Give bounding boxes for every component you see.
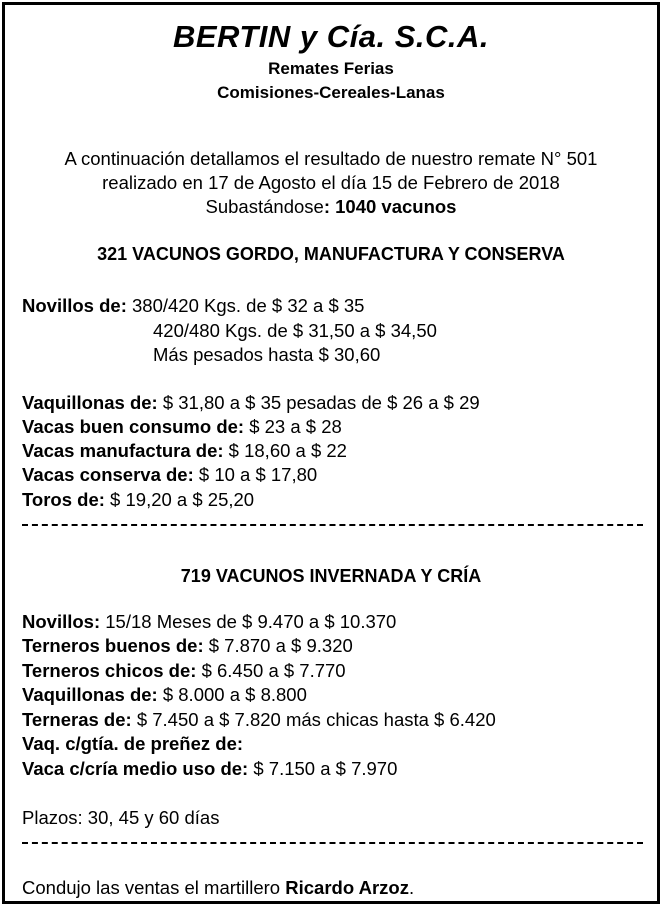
row-value: $ 10 a $ 17,80 bbox=[193, 464, 318, 485]
section-2-row bbox=[22, 660, 346, 682]
row-label: Vacas conserva de: bbox=[22, 464, 194, 485]
row-label: Terneras de: bbox=[22, 709, 132, 730]
row-value: $ 23 a $ 28 bbox=[244, 416, 342, 437]
row-label: Vaquillonas de: bbox=[22, 392, 158, 413]
section-1-heading: 321 VACUNOS GORDO, MANUFACTURA Y CONSERVA bbox=[97, 244, 565, 264]
section-1-row bbox=[22, 416, 342, 438]
intro-total-vacunos: : 1040 vacunos bbox=[323, 196, 457, 217]
dashed-divider bbox=[22, 524, 643, 526]
section-2-heading: 719 VACUNOS INVERNADA Y CRÍA bbox=[180, 566, 482, 586]
row-label: Vaq. c/gtía. de preñez de: bbox=[22, 733, 244, 754]
section-1-novillos-line-2: 420/480 Kgs. de $ 31,50 a $ 34,50 bbox=[153, 320, 437, 341]
footer-period: . bbox=[408, 877, 415, 898]
intro-line-2: realizado en 17 de Agosto el día 15 de Febrero de 2018 bbox=[102, 172, 560, 193]
row-label: Toros de: bbox=[22, 489, 105, 510]
company-name: BERTIN y Cía. S.C.A. bbox=[172, 19, 490, 54]
section-2-row bbox=[22, 733, 243, 755]
section-1-row bbox=[22, 440, 347, 462]
intro-line-3 bbox=[5, 196, 657, 218]
section-1-novillos-line-3: Más pesados hasta $ 30,60 bbox=[153, 344, 381, 365]
section-2-row bbox=[22, 611, 396, 633]
row-value: $ 19,20 a $ 25,20 bbox=[104, 489, 255, 510]
subtitle-line-1: Remates Ferias bbox=[268, 59, 394, 78]
section-2-row bbox=[22, 758, 397, 780]
section-2-row bbox=[22, 684, 307, 706]
section-1-novillos-line-1 bbox=[22, 295, 364, 317]
section-1-row bbox=[22, 464, 317, 486]
row-label: Vaquillonas de: bbox=[22, 684, 158, 705]
footer-text bbox=[22, 877, 414, 899]
novillos-value-1: 380/420 Kgs. de $ 32 a $ 35 bbox=[126, 295, 365, 316]
row-value: $ 6.450 a $ 7.770 bbox=[196, 660, 346, 681]
auctioneer-name: Ricardo Arzoz bbox=[285, 877, 409, 898]
row-label: Vaca c/cría medio uso de: bbox=[22, 758, 249, 779]
section-2-row bbox=[22, 709, 496, 731]
intro-subastandose-label: Subastándose bbox=[205, 196, 324, 217]
row-label: Terneros chicos de: bbox=[22, 660, 197, 681]
footer-lead: Condujo las ventas el martillero bbox=[22, 877, 286, 898]
row-value: $ 18,60 a $ 22 bbox=[223, 440, 347, 461]
row-value: $ 7.150 a $ 7.970 bbox=[248, 758, 398, 779]
row-value: $ 31,80 a $ 35 pesadas de $ 26 a $ 29 bbox=[157, 392, 480, 413]
section-1-row bbox=[22, 489, 254, 511]
row-label: Vacas buen consumo de: bbox=[22, 416, 245, 437]
row-value: $ 8.000 a $ 8.800 bbox=[157, 684, 307, 705]
row-value: $ 7.870 a $ 9.320 bbox=[203, 635, 353, 656]
dashed-divider bbox=[22, 842, 643, 844]
subtitle-line-2: Comisiones-Cereales-Lanas bbox=[217, 83, 445, 102]
row-value: 15/18 Meses de $ 9.470 a $ 10.370 bbox=[100, 611, 397, 632]
intro-line-1: A continuación detallamos el resultado de nuestro remate N° 501 bbox=[64, 148, 598, 169]
auction-report-frame bbox=[2, 2, 660, 904]
section-2-row bbox=[22, 635, 353, 657]
plazos-text: Plazos: 30, 45 y 60 días bbox=[22, 807, 220, 828]
section-1-row bbox=[22, 392, 480, 414]
row-label: Novillos: bbox=[22, 611, 101, 632]
row-label: Vacas manufactura de: bbox=[22, 440, 224, 461]
novillos-label: Novillos de: bbox=[22, 295, 127, 316]
row-label: Terneros buenos de: bbox=[22, 635, 204, 656]
row-value: $ 7.450 a $ 7.820 más chicas hasta $ 6.420 bbox=[131, 709, 496, 730]
